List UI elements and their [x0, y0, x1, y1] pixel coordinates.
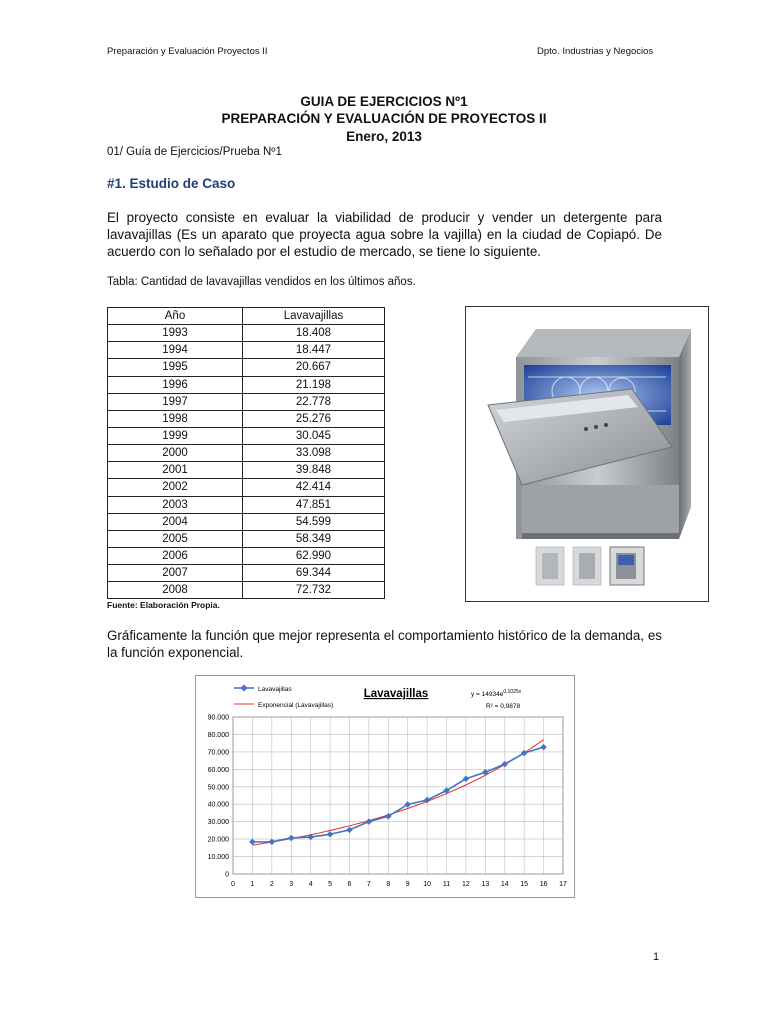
- table-row: [108, 530, 385, 547]
- cell-year: 2001: [108, 462, 243, 479]
- series-group: [249, 744, 547, 845]
- y-tick-label: 80.000: [207, 731, 229, 739]
- trend-equation-base: y = 14934e: [471, 691, 504, 698]
- x-tick-label: 0: [231, 881, 235, 888]
- x-tick-label: 6: [347, 881, 352, 888]
- cell-dishwashers: 18.447: [243, 342, 385, 359]
- chart-grid: [233, 717, 563, 874]
- cell-year: 1999: [108, 427, 243, 444]
- cell-dishwashers: 62.990: [243, 547, 385, 564]
- cell-year: 2003: [108, 496, 243, 513]
- table-row: [108, 513, 385, 530]
- x-tick-label: 11: [442, 881, 451, 888]
- table-row: [108, 427, 385, 444]
- dishwasher-illustration: [466, 307, 708, 601]
- trend-line-group: [252, 740, 543, 845]
- cell-dishwashers: 25.276: [243, 410, 385, 427]
- x-tick-label: 17: [559, 881, 567, 888]
- column-header-dishwashers: Lavavajillas: [243, 308, 385, 325]
- y-tick-label: 20.000: [207, 836, 229, 844]
- chart-axes: [208, 715, 567, 889]
- y-tick-label: 0: [225, 871, 229, 879]
- y-tick-label: 30.000: [207, 819, 229, 827]
- cell-dishwashers: 18.408: [243, 325, 385, 342]
- y-tick-label: 70.000: [207, 749, 229, 757]
- table-source: Fuente: Elaboración Propia.: [107, 600, 220, 610]
- x-tick-label: 3: [289, 881, 294, 888]
- data-point: [288, 835, 295, 842]
- cell-dishwashers: 58.349: [243, 530, 385, 547]
- dishwasher-photo: [465, 306, 709, 602]
- cell-year: 2000: [108, 445, 243, 462]
- y-tick-label: 40.000: [207, 801, 229, 809]
- cell-year: 2002: [108, 479, 243, 496]
- trend-r-squared: R² = 0,9878: [486, 703, 521, 710]
- chart-intro-paragraph: Gráficamente la función que mejor representa el comportamiento histórico de la demanda, es la función exponencial.: [107, 628, 662, 660]
- y-tick-label: 10.000: [207, 854, 229, 862]
- table-row: [108, 462, 385, 479]
- chart-title: Lavavajillas: [363, 688, 429, 700]
- cell-year: 2008: [108, 582, 243, 599]
- sales-table: [107, 307, 385, 599]
- table-header-row: [108, 308, 385, 325]
- page-number: 1: [653, 951, 660, 963]
- x-tick-label: 12: [462, 881, 470, 888]
- x-tick-label: 10: [423, 881, 432, 888]
- x-tick-label: 4: [308, 881, 313, 888]
- cell-year: 1995: [108, 359, 243, 376]
- title-line-1: GUIA DE EJERCICIOS Nº1: [300, 94, 468, 109]
- x-tick-label: 7: [366, 881, 371, 888]
- plot-area-border: [233, 717, 563, 874]
- data-point: [346, 827, 353, 834]
- legend-trend-label: Exponencial (Lavavajillas): [258, 702, 334, 709]
- cell-year: 1994: [108, 342, 243, 359]
- table-row: [108, 342, 385, 359]
- cell-year: 2006: [108, 547, 243, 564]
- cell-dishwashers: 42.414: [243, 479, 385, 496]
- data-point: [269, 839, 276, 846]
- x-tick-label: 14: [500, 881, 509, 888]
- header-right: Dpto. Industrias y Negocios: [537, 46, 654, 57]
- demand-chart: [195, 675, 575, 898]
- table-row: [108, 445, 385, 462]
- x-tick-label: 9: [405, 881, 410, 888]
- section-heading: #1. Estudio de Caso: [107, 176, 236, 191]
- data-point: [327, 831, 334, 838]
- cell-dishwashers: 22.778: [243, 393, 385, 410]
- x-tick-label: 16: [539, 881, 548, 888]
- cell-dishwashers: 30.045: [243, 427, 385, 444]
- table-row: [108, 376, 385, 393]
- y-tick-label: 90.000: [207, 714, 229, 722]
- title-line-3: Enero, 2013: [346, 129, 422, 144]
- trend-equation-exponent: 0,1025x: [503, 689, 522, 695]
- document-subtitle: 01/ Guía de Ejercicios/Prueba Nº1: [107, 146, 282, 158]
- x-tick-label: 2: [269, 881, 274, 888]
- data-point: [366, 818, 373, 825]
- table-row: [108, 359, 385, 376]
- table-row: [108, 393, 385, 410]
- y-tick-label: 60.000: [207, 766, 229, 774]
- table-row: [108, 479, 385, 496]
- x-tick-label: 5: [328, 881, 333, 888]
- header-left: Preparación y Evaluación Proyectos II: [107, 46, 268, 57]
- y-tick-label: 50.000: [207, 784, 229, 792]
- cell-dishwashers: 72.732: [243, 582, 385, 599]
- data-point: [249, 839, 256, 846]
- column-header-year: Año: [108, 308, 243, 325]
- table-caption: Tabla: Cantidad de lavavajillas vendidos en los últimos años.: [107, 276, 416, 288]
- cell-dishwashers: 47.851: [243, 496, 385, 513]
- x-tick-label: 15: [520, 881, 529, 888]
- cell-year: 1998: [108, 410, 243, 427]
- chart-canvas: [196, 676, 574, 897]
- cell-year: 1996: [108, 376, 243, 393]
- data-point: [540, 744, 547, 751]
- x-tick-label: 1: [250, 881, 255, 888]
- cell-year: 2005: [108, 530, 243, 547]
- legend-series-marker: [240, 684, 247, 691]
- cell-year: 2004: [108, 513, 243, 530]
- table-row: [108, 565, 385, 582]
- title-line-2: PREPARACIÓN Y EVALUACIÓN DE PROYECTOS II: [221, 111, 547, 126]
- cell-dishwashers: 39.848: [243, 462, 385, 479]
- trend-line: [252, 740, 543, 845]
- cell-year: 2007: [108, 565, 243, 582]
- legend-series-label: Lavavajillas: [258, 686, 292, 693]
- trend-equation: [471, 689, 522, 698]
- x-tick-label: 13: [481, 881, 490, 888]
- x-tick-label: 8: [386, 881, 391, 888]
- cell-year: 1997: [108, 393, 243, 410]
- intro-paragraph: El proyecto consiste en evaluar la viabilidad de producir y vender un detergente para lavavajillas (Es un aparato que proyecta agua sobre la vajilla) en la ciudad de Copiapó. De acuerdo con lo señalado por el estudio de mercado, se tiene lo siguiente.: [107, 210, 662, 259]
- cell-dishwashers: 33.098: [243, 445, 385, 462]
- cell-year: 1993: [108, 325, 243, 342]
- cell-dishwashers: 69.344: [243, 565, 385, 582]
- table-row: [108, 496, 385, 513]
- cell-dishwashers: 20.667: [243, 359, 385, 376]
- cell-dishwashers: 21.198: [243, 376, 385, 393]
- table-row: [108, 325, 385, 342]
- cell-dishwashers: 54.599: [243, 513, 385, 530]
- table-row: [108, 582, 385, 599]
- table-row: [108, 547, 385, 564]
- table-row: [108, 410, 385, 427]
- series-line: [252, 747, 543, 842]
